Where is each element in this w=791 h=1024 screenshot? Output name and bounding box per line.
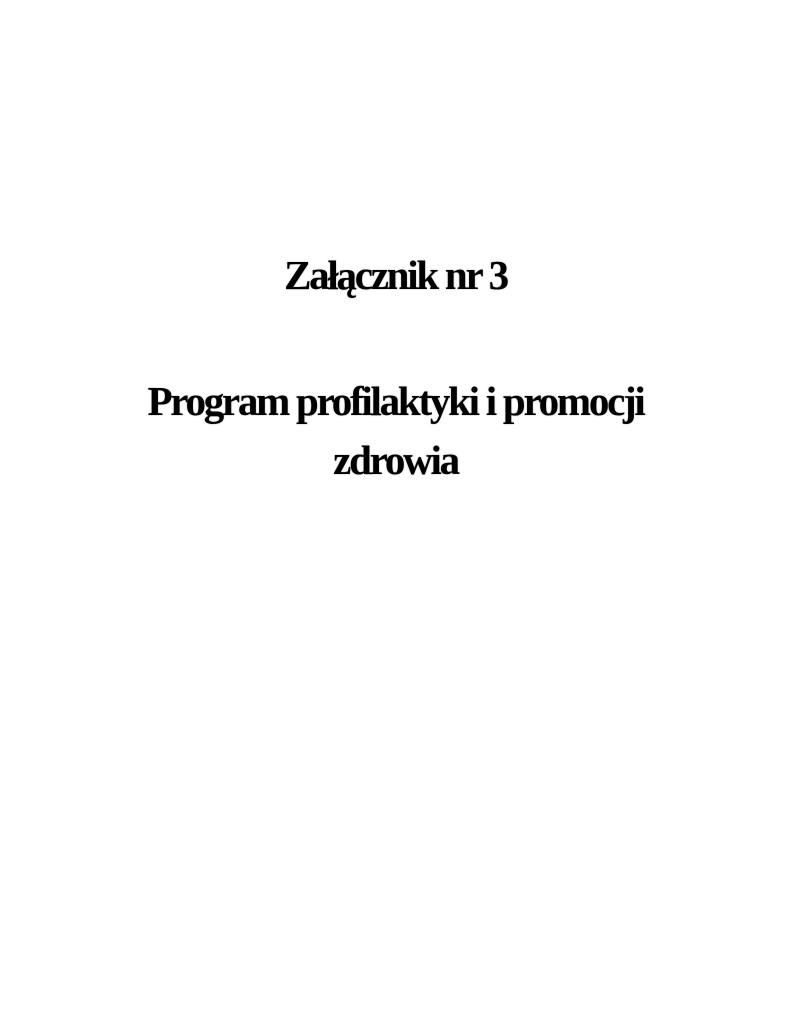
attachment-number-heading: Załącznik nr 3	[284, 252, 507, 298]
document-title-line-2: zdrowia	[333, 437, 458, 483]
document-title	[0, 372, 791, 490]
document-title-line-1: Program profilaktyki i promocji	[147, 378, 644, 424]
